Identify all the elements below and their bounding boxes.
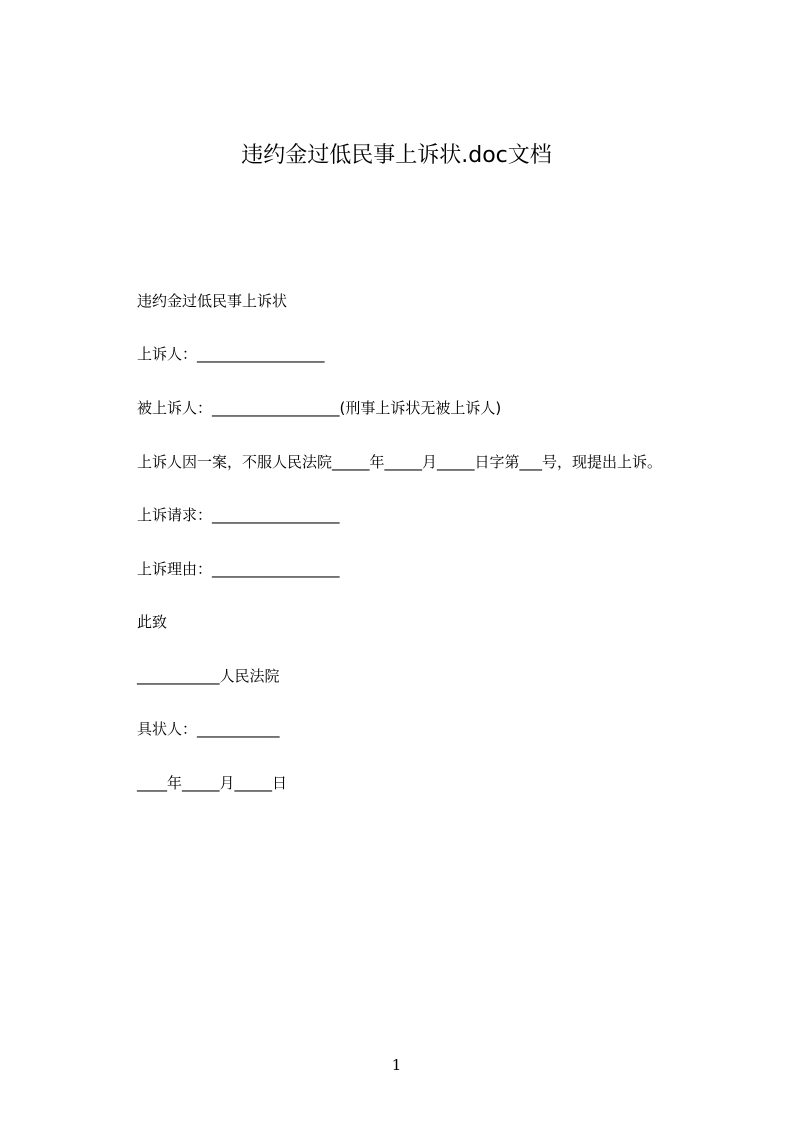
appeal-request-line: 上诉请求：_________________	[137, 506, 340, 524]
appellant-line: 上诉人：_________________	[137, 345, 325, 363]
appeal-reason-line: 上诉理由：_________________	[137, 560, 340, 578]
court-line: ___________人民法院	[137, 667, 280, 685]
appeal-statement-line: 上诉人因一案，不服人民法院_____年_____月_____日字第___号，现提出上诉。	[137, 453, 663, 471]
page-number: 1	[391, 1056, 402, 1074]
appellee-line: 被上诉人：_________________(刑事上诉状无被上诉人)	[137, 399, 502, 417]
document-title: 违约金过低民事上诉状.doc文档	[241, 143, 552, 168]
salutation-line: 此致	[137, 613, 168, 631]
date-line: ____年_____月_____日	[137, 774, 288, 792]
body-heading: 违约金过低民事上诉状	[137, 292, 288, 310]
filer-line: 具状人：___________	[137, 720, 280, 738]
